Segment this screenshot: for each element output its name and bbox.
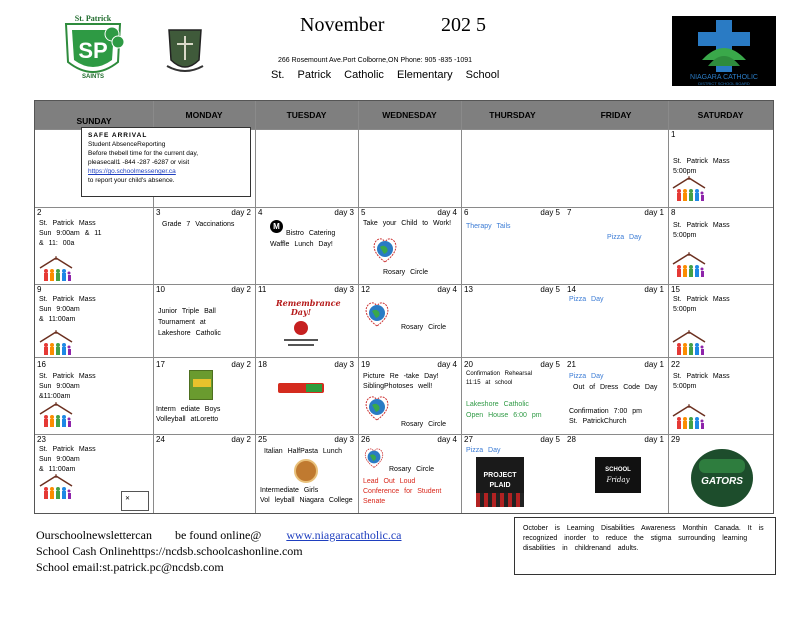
mass-text: St. Patrick Mass: [673, 222, 730, 229]
mass-text: St. Patrick Mass: [39, 446, 96, 453]
newsletter-text: be found online@: [174, 528, 262, 542]
mass-text: St. Patrick Mass: [673, 296, 730, 303]
day-number: 6: [464, 208, 469, 217]
school-crest-logo: [165, 26, 205, 76]
day-number: 15: [671, 285, 680, 294]
day-number: 26: [361, 435, 370, 444]
cycle-day: day 4: [437, 435, 457, 444]
church-family-icon: [671, 252, 707, 285]
day-number: 16: [37, 360, 46, 369]
mass-time: 5:00pm: [673, 306, 697, 313]
day-number: 23: [37, 435, 46, 444]
day-number: 21: [567, 360, 576, 369]
mass-time: Sun 9:00am & 11: [39, 230, 102, 237]
safe-arrival-title: SAFE ARRIVAL: [88, 132, 148, 139]
day-cell-6: [462, 208, 564, 284]
mass-text: St. Patrick Mass: [39, 373, 96, 380]
safe-arrival-line: Student AbsenceReporting: [88, 141, 166, 148]
gators-logo-icon: [691, 449, 753, 507]
church-family-icon: [38, 474, 74, 507]
newsletter-text: Ourschoolnewslettercan: [36, 528, 152, 542]
year-label: 202 5: [441, 14, 486, 36]
event-text: Lakeshore Catholic: [466, 401, 529, 408]
pasta-plate-icon: [294, 459, 318, 483]
pizza-hut-logo-icon: [278, 383, 324, 393]
day-number: 1: [671, 130, 676, 139]
globe-heart-icon: [370, 234, 400, 269]
event-text: Italian HalfPasta Lunch: [264, 448, 342, 455]
day-number: 14: [567, 285, 576, 294]
school-cash-text: School Cash Onlinehttps://ncdsb.schoolcashonline.com: [36, 544, 303, 558]
remembrance-day-poster-icon: [276, 295, 341, 353]
event-text: St. PatrickChurch: [569, 418, 627, 425]
volleyball-poster-icon: [189, 370, 213, 400]
school-name: St. Patrick Catholic Elementary School: [271, 69, 500, 81]
cycle-day: day 5: [540, 360, 560, 369]
mass-time: & 11:00am: [39, 316, 76, 323]
day-number: 10: [156, 285, 165, 294]
cycle-day: day 5: [540, 208, 560, 217]
niagara-logo-text: NIAGARA CATHOLIC: [690, 74, 758, 81]
dayname-sunday: SUNDAY: [76, 116, 112, 126]
globe-heart-icon: [362, 298, 392, 333]
day-number: 17: [156, 360, 165, 369]
day-number: 4: [258, 208, 263, 217]
event-text: Lakeshore Catholic: [158, 330, 221, 337]
cycle-day: day 3: [334, 208, 354, 217]
dayname-monday: MONDAY: [185, 110, 223, 120]
day-cell-27: [462, 435, 564, 513]
church-family-icon: [38, 402, 74, 435]
event-text: Out of Dress Code Day: [573, 384, 658, 391]
church-family-icon: [671, 176, 707, 209]
mass-time: Sun 9:00am: [39, 456, 80, 463]
safe-arrival-line: pleasecall1 -844 -287 -6287 or visit: [88, 159, 190, 166]
day-cell-29: [669, 435, 773, 513]
day-cell-18: [256, 358, 358, 434]
mass-text: St. Patrick Mass: [673, 373, 730, 380]
day-number: 18: [258, 360, 267, 369]
school-address: 266 Rosemount Ave.Port Colborne,ON Phone: 905 -835 -1091: [278, 57, 473, 64]
day-number: 2: [37, 208, 42, 217]
day-number: 8: [671, 208, 676, 217]
day-cell-14: [565, 285, 668, 357]
church-family-icon: [38, 330, 74, 363]
event-text: Interm ediate Boys: [156, 406, 221, 413]
day-number: 9: [37, 285, 42, 294]
day-cell-25: [256, 435, 358, 513]
school-messenger-link[interactable]: https://go.schoolmessenger.ca: [88, 168, 176, 175]
newsletter-link[interactable]: www.niagaracatholic.ca: [286, 528, 402, 542]
event-text: Rosary Circle: [389, 466, 435, 473]
cycle-day: day 1: [644, 360, 664, 369]
day-cell-17: [154, 358, 255, 434]
cycle-day: day 2: [231, 360, 251, 369]
mass-time: &11:00am: [39, 393, 71, 400]
cycle-day: day 4: [437, 208, 457, 217]
footer-info: [36, 527, 402, 575]
day-cell-24: [154, 435, 255, 513]
event-text: Lead Out Loud: [363, 478, 416, 485]
event-text: Confirmation 7:00 pm: [569, 408, 642, 415]
day-cell-21: [565, 358, 668, 434]
day-cell-28: [565, 435, 668, 513]
cycle-day: day 2: [231, 208, 251, 217]
gators-logo-text: GATORS: [701, 476, 743, 487]
bistro-badge-icon: M: [270, 220, 283, 233]
mass-text: St. Patrick Mass: [39, 296, 96, 303]
day-number: 22: [671, 360, 680, 369]
cycle-day: day 1: [644, 208, 664, 217]
day-number: 29: [671, 435, 680, 444]
event-text: Bistro Catering: [286, 230, 336, 237]
church-family-icon: [671, 404, 707, 437]
event-text: Pizza Day: [569, 373, 604, 380]
day-number: 24: [156, 435, 165, 444]
day-number: 25: [258, 435, 267, 444]
cycle-day: day 3: [334, 285, 354, 294]
niagara-catholic-logo: [672, 16, 776, 86]
cycle-day: day 1: [644, 285, 664, 294]
event-text: Rosary Circle: [401, 324, 447, 331]
day-number: 20: [464, 360, 473, 369]
broken-image-icon: ✕: [121, 491, 149, 511]
mass-time: 5:00pm: [673, 168, 697, 175]
day-number: 7: [567, 208, 572, 217]
event-text: Conference for Student: [363, 488, 442, 495]
globe-heart-icon: [362, 445, 386, 474]
day-cell-4: [256, 208, 358, 284]
cycle-day: day 2: [231, 435, 251, 444]
event-text: Junior Triple Ball: [158, 308, 216, 315]
cycle-day: day 1: [644, 435, 664, 444]
school-friday-poster-icon: [595, 457, 641, 493]
day-cell-20: [462, 358, 564, 434]
day-cell-13: [462, 285, 564, 357]
day-cell-3: [154, 208, 255, 284]
dayname-tuesday: TUESDAY: [286, 110, 327, 120]
mass-time: 5:00pm: [673, 232, 697, 239]
st-patrick-saints-logo: [58, 12, 128, 84]
day-number: 3: [156, 208, 161, 217]
mass-text: St. Patrick Mass: [673, 158, 730, 165]
event-text: 11:15 at school: [466, 380, 513, 386]
cycle-day: day 3: [334, 435, 354, 444]
mass-time: Sun 9:00am: [39, 383, 80, 390]
day-number: 13: [464, 285, 473, 294]
remembrance-day-text: Remembrance Day!: [276, 298, 341, 317]
day-number: 19: [361, 360, 370, 369]
cycle-day: day 5: [540, 285, 560, 294]
sp-monogram: SP: [78, 38, 108, 63]
event-text: Take your Child to Work!: [363, 220, 452, 227]
event-text: Rosary Circle: [401, 421, 447, 428]
event-text: Therapy Tails: [466, 223, 511, 230]
school-friday-text-2: Friday: [606, 476, 630, 484]
event-text: Senate: [363, 498, 386, 505]
event-text: Tournament at: [158, 319, 206, 326]
cycle-day: day 2: [231, 285, 251, 294]
school-email-text: School email:st.patrick.pc@ncdsb.com: [36, 560, 224, 574]
mass-time: 5:00pm: [673, 383, 697, 390]
ld-awareness-box: October is Learning Disabilities Awareness Monthin Canada. It is recognized inorder to reduce the stigma surrounding learning disabilities in childrenand adults.: [514, 517, 776, 575]
mass-time: Sun 9:00am: [39, 306, 80, 313]
event-text: Confirmation Rehearsal: [466, 371, 533, 377]
event-text: Waffle Lunch Day!: [270, 241, 333, 248]
event-text: SiblingPhotoses well!: [363, 383, 433, 390]
event-text: Vol leyball Niagara College: [260, 497, 353, 504]
mass-time: & 11: 00a: [39, 240, 75, 247]
dayname-saturday: SATURDAY: [697, 110, 744, 120]
dayname-wednesday: WEDNESDAY: [382, 110, 437, 120]
dayname-thursday: THURSDAY: [489, 110, 536, 120]
cycle-day: day 4: [437, 285, 457, 294]
cycle-day: day 4: [437, 360, 457, 369]
day-cell-10: [154, 285, 255, 357]
dayname-friday: FRIDAY: [600, 110, 632, 120]
cycle-day: day 3: [334, 360, 354, 369]
project-plaid-text-2: PLAID: [489, 482, 511, 489]
day-number: 5: [361, 208, 366, 217]
day-number: 11: [258, 285, 267, 294]
mass-text: St. Patrick Mass: [39, 220, 96, 227]
cycle-day: day 5: [540, 435, 560, 444]
day-number: 27: [464, 435, 473, 444]
event-text: Rosary Circle: [383, 269, 429, 276]
day-number: 28: [567, 435, 576, 444]
project-plaid-text-1: PROJECT: [483, 472, 517, 479]
event-text: Grade 7 Vaccinations: [162, 221, 235, 228]
saints-logo-text: SAINTS: [81, 74, 105, 80]
day-cell-11: [256, 285, 358, 357]
mass-time: & 11:00am: [39, 466, 76, 473]
safe-arrival-line: Before thebell time for the current day,: [88, 150, 199, 157]
month-label: November: [300, 14, 385, 36]
event-text: Intermediate Girls: [260, 487, 319, 494]
event-text: Picture Re -take Day!: [363, 373, 439, 380]
safe-arrival-box: [81, 127, 251, 197]
project-plaid-poster-icon: [476, 457, 524, 507]
event-text: Volleyball atLoretto: [156, 416, 219, 423]
church-family-icon: [38, 256, 74, 289]
event-text: Open House 6:00 pm: [466, 412, 542, 419]
school-friday-text-1: SCHOOL: [605, 467, 631, 473]
niagara-logo-subtext: DISTRICT SCHOOL BOARD: [698, 81, 750, 86]
day-cell-7: [565, 208, 668, 284]
globe-heart-icon: [362, 392, 392, 427]
church-family-icon: [671, 330, 707, 363]
safe-arrival-line: to report your child's absence.: [88, 177, 175, 184]
event-text: Pizza Day: [466, 447, 501, 454]
day-number: 12: [361, 285, 370, 294]
event-text: Pizza Day: [607, 234, 642, 241]
event-text: Pizza Day: [569, 296, 604, 303]
st-patrick-logo-text: St. Patrick: [74, 14, 112, 23]
